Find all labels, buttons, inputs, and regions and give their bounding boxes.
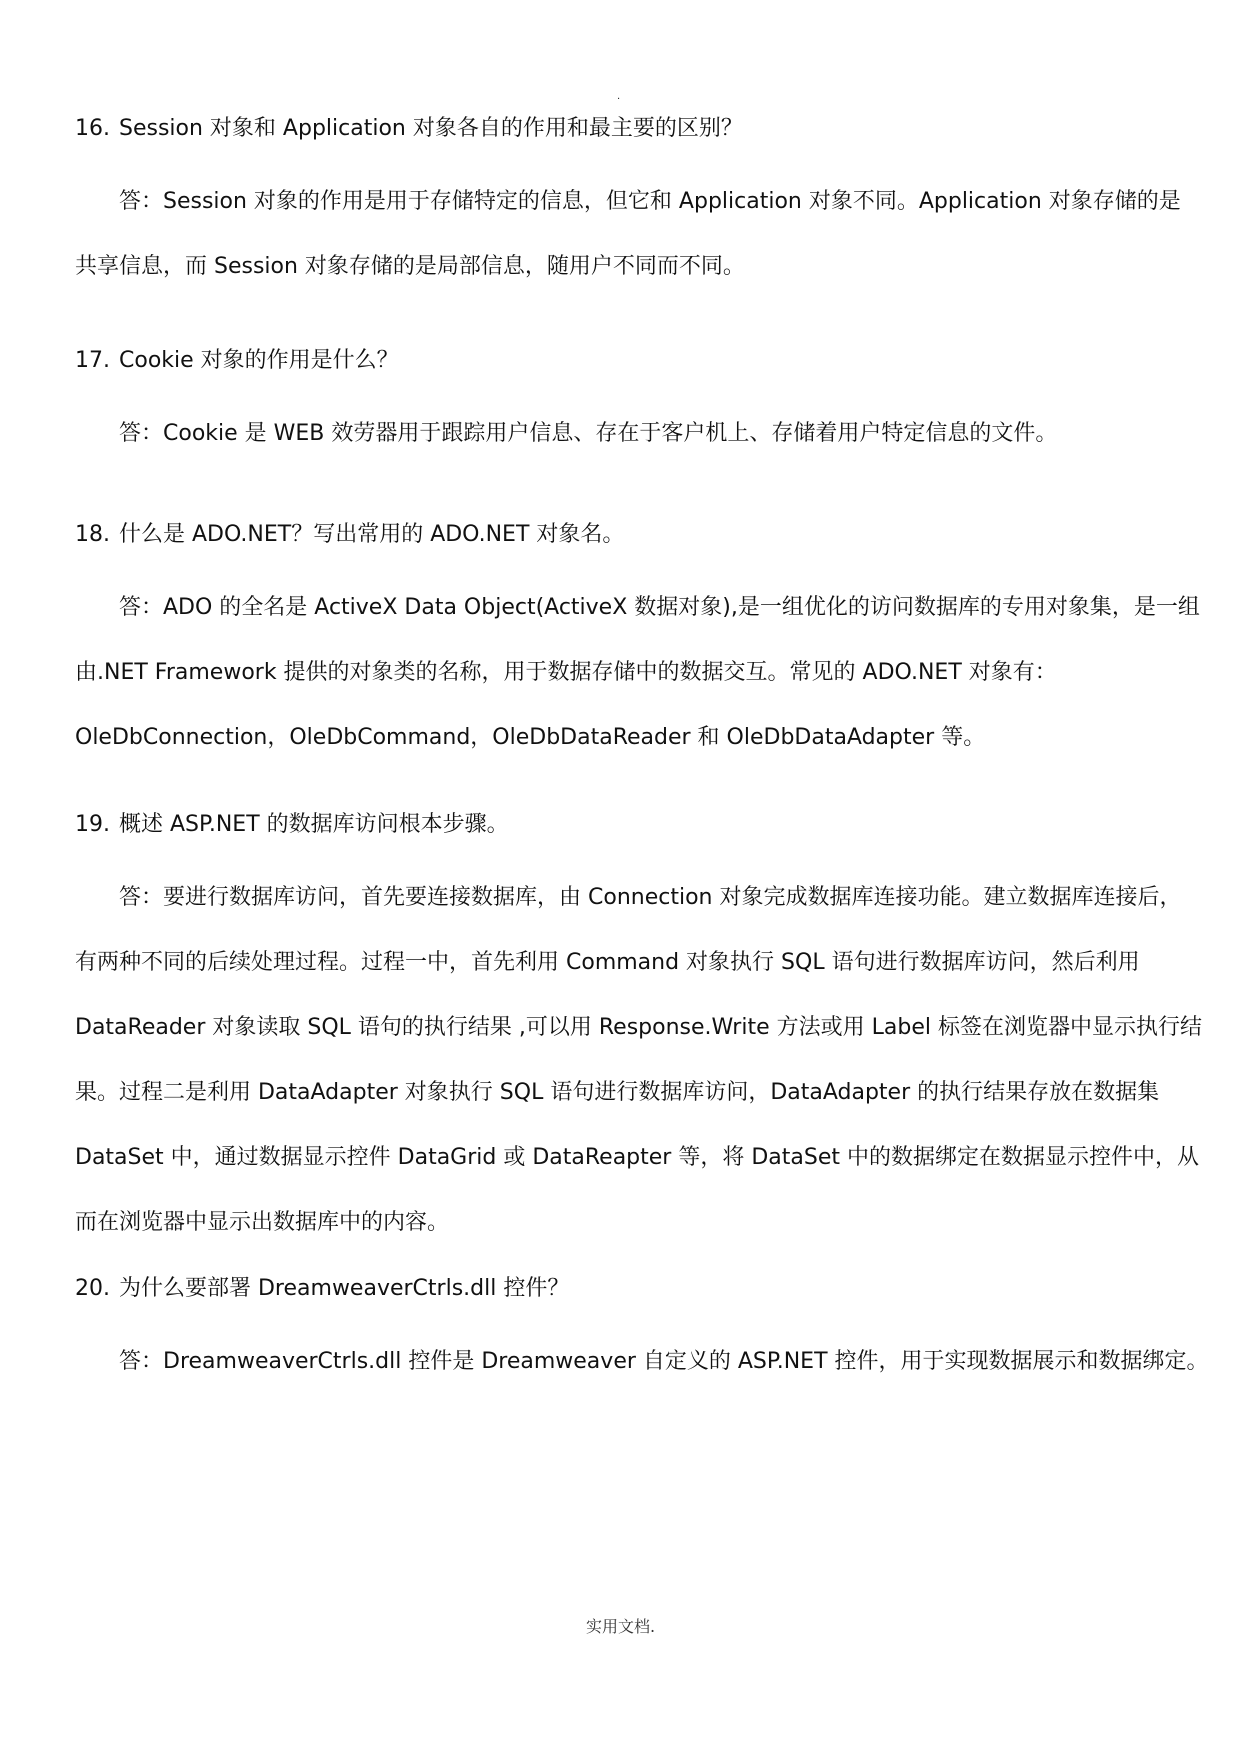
question-17: [75, 346, 1185, 376]
answer-line: DataReader 对象读取 SQL 语句的执行结果 ,可以用 Response.Write 方法或用 Label 标签在浏览器中显示执行结: [75, 1015, 1202, 1040]
question-number: 18.: [75, 522, 110, 547]
answer-18: [75, 575, 1200, 770]
answer-line: 由.NET Framework 提供的对象类的名称，用于数据存储中的数据交互。常见的 ADO.NET 对象有：: [75, 660, 1057, 685]
qa-item-19: [75, 810, 1202, 1255]
answer-19: [75, 865, 1202, 1255]
answer-line: OleDbConnection，OleDbCommand，OleDbDataReader 和 OleDbDataAdapter 等。: [75, 725, 986, 750]
answer-line: 答：Session 对象的作用是用于存储特定的信息，但它和 Application 对象不同。Application 对象存储的是: [119, 189, 1181, 214]
question-number: 16.: [75, 116, 110, 141]
answer-line: 答：DreamweaverCtrls.dll 控件是 Dreamweaver 自定义的 ASP.NET 控件，用于实现数据展示和数据绑定。: [119, 1349, 1209, 1374]
question-text: Cookie 对象的作用是什么？: [119, 348, 399, 373]
question-16: [75, 114, 1185, 144]
question-number: 17.: [75, 348, 110, 373]
answer-line: 有两种不同的后续处理过程。过程一中，首先利用 Command 对象执行 SQL 语句进行数据库访问，然后利用: [75, 950, 1140, 975]
question-text: Session 对象和 Application 对象各自的作用和最主要的区别？: [119, 116, 743, 141]
question-19: [75, 810, 1185, 840]
answer-line: 果。过程二是利用 DataAdapter 对象执行 SQL 语句进行数据库访问，DataAdapter 的执行结果存放在数据集: [75, 1080, 1160, 1105]
question-number: 20.: [75, 1276, 110, 1301]
answer-line: 答：Cookie 是 WEB 效劳器用于跟踪用户信息、存在于客户机上、存储着用户特定信息的文件。: [119, 421, 1058, 446]
qa-item-18: [75, 520, 1200, 770]
answer-line: 而在浏览器中显示出数据库中的内容。: [75, 1210, 450, 1235]
page-footer: 实用文档.: [585, 1617, 656, 1636]
qa-item-16: [75, 114, 1185, 299]
answer-16: [75, 169, 1185, 299]
answer-line: 答：要进行数据库访问，首先要连接数据库，由 Connection 对象完成数据库连接功能。建立数据库连接后，: [119, 885, 1182, 910]
question-text: 概述 ASP.NET 的数据库访问根本步骤。: [119, 812, 509, 837]
qa-item-17: [75, 346, 1185, 466]
answer-20: [75, 1329, 1209, 1394]
question-text: 为什么要部署 DreamweaverCtrls.dll 控件？: [119, 1276, 570, 1301]
answer-line: DataSet 中，通过数据显示控件 DataGrid 或 DataReapter 等，将 DataSet 中的数据绑定在数据显示控件中，从: [75, 1145, 1199, 1170]
question-20: [75, 1274, 1185, 1304]
answer-line: 答：ADO 的全名是 ActiveX Data Object(ActiveX 数据对象),是一组优化的访问数据库的专用对象集，是一组: [119, 595, 1200, 620]
question-18: [75, 520, 1185, 550]
qa-item-20: [75, 1274, 1209, 1394]
answer-17: [75, 401, 1185, 466]
question-text: 什么是 ADO.NET？写出常用的 ADO.NET 对象名。: [119, 522, 625, 547]
top-mark: .: [617, 91, 621, 102]
question-number: 19.: [75, 812, 110, 837]
answer-line: 共享信息，而 Session 对象存储的是局部信息，随用户不同而不同。: [75, 254, 745, 279]
